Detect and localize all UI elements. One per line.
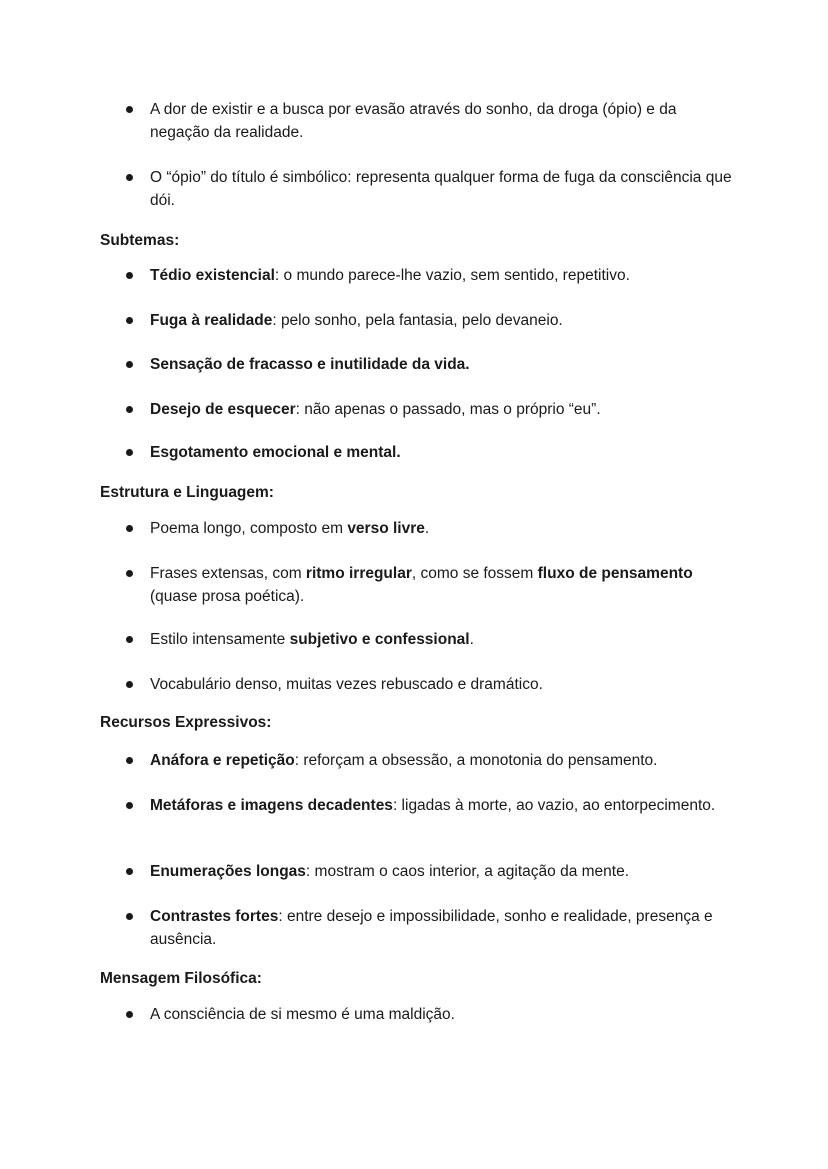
item-bold: verso livre [347, 520, 425, 537]
item-text: Vocabulário denso, muitas vezes rebuscado e dramático. [150, 676, 543, 693]
item-bold: Enumerações longas [150, 863, 306, 880]
item-text: : ligadas à morte, ao vazio, ao entorpecimento. [392, 797, 716, 814]
bullet-icon [126, 174, 133, 181]
list-item [150, 1003, 740, 1026]
bullet-icon [126, 361, 133, 368]
item-text: : o mundo parece-lhe vazio, sem sentido, repetitivo. [274, 267, 630, 284]
item-text: Frases extensas, com [150, 565, 306, 582]
section-heading-recursos: Recursos Expressivos: [100, 714, 272, 731]
item-text: (quase prosa poética). [150, 588, 305, 605]
bullet-icon [126, 406, 133, 413]
item-bold: fluxo de pensamento [537, 565, 693, 582]
list-item [150, 353, 740, 376]
list-item [150, 309, 740, 332]
list-item [150, 562, 740, 608]
bullet-icon [126, 106, 133, 113]
bullet-icon [126, 1011, 133, 1018]
item-bold: Sensação de fracasso e inutilidade da vida. [150, 356, 470, 373]
item-text: : não apenas o passado, mas o próprio “eu”. [295, 401, 601, 418]
list-item [150, 794, 740, 817]
section-heading-subtemas: Subtemas: [100, 232, 180, 249]
item-text: O “ópio” do título é simbólico: representa qualquer forma de fuga da consciência que dói. [150, 169, 732, 209]
bullet-icon [126, 802, 133, 809]
list-item [150, 517, 740, 540]
item-text: . [424, 520, 430, 537]
item-bold: ritmo irregular [305, 565, 412, 582]
item-bold: Anáfora e repetição [150, 752, 295, 769]
item-text: : entre desejo e impossibilidade, sonho e realidade, presença e ausência. [150, 908, 713, 948]
list-item [150, 264, 740, 287]
bullet-icon [126, 449, 133, 456]
bullet-icon [126, 868, 133, 875]
item-bold: Esgotamento emocional e mental. [150, 444, 401, 461]
item-text: Poema longo, composto em [150, 520, 348, 537]
bullet-icon [126, 913, 133, 920]
list-item [150, 98, 740, 144]
bullet-icon [126, 681, 133, 688]
section-heading-estrutura: Estrutura e Linguagem: [100, 484, 274, 501]
list-item [150, 628, 740, 651]
list-item [150, 749, 740, 772]
item-text: : pelo sonho, pela fantasia, pelo devaneio. [272, 312, 563, 329]
bullet-icon [126, 757, 133, 764]
item-text: A consciência de si mesmo é uma maldição. [150, 1006, 455, 1023]
list-item [150, 905, 740, 951]
item-text: A dor de existir e a busca por evasão através do sonho, da droga (ópio) e da negação da realidade. [150, 101, 677, 141]
bullet-icon [126, 317, 133, 324]
bullet-icon [126, 570, 133, 577]
item-text: : mostram o caos interior, a agitação da mente. [305, 863, 629, 880]
item-bold: Contrastes fortes [150, 908, 279, 925]
item-text: Estilo intensamente [150, 631, 290, 648]
item-bold: Metáforas e imagens decadentes [150, 797, 393, 814]
bullet-icon [126, 636, 133, 643]
list-item [150, 860, 740, 883]
list-item [150, 441, 740, 464]
item-bold: Fuga à realidade [150, 312, 273, 329]
item-text: , como se fossem [411, 565, 538, 582]
bullet-icon [126, 272, 133, 279]
list-item [150, 166, 740, 212]
item-text: . [469, 631, 474, 648]
item-bold: subjetivo e confessional [289, 631, 470, 648]
item-bold: Desejo de esquecer [150, 401, 296, 418]
section-heading-mensagem: Mensagem Filosófica: [100, 970, 262, 987]
item-text: : reforçam a obsessão, a monotonia do pensamento. [294, 752, 658, 769]
list-item [150, 398, 740, 421]
list-item [150, 673, 740, 696]
bullet-icon [126, 525, 133, 532]
item-bold: Tédio existencial [150, 267, 275, 284]
